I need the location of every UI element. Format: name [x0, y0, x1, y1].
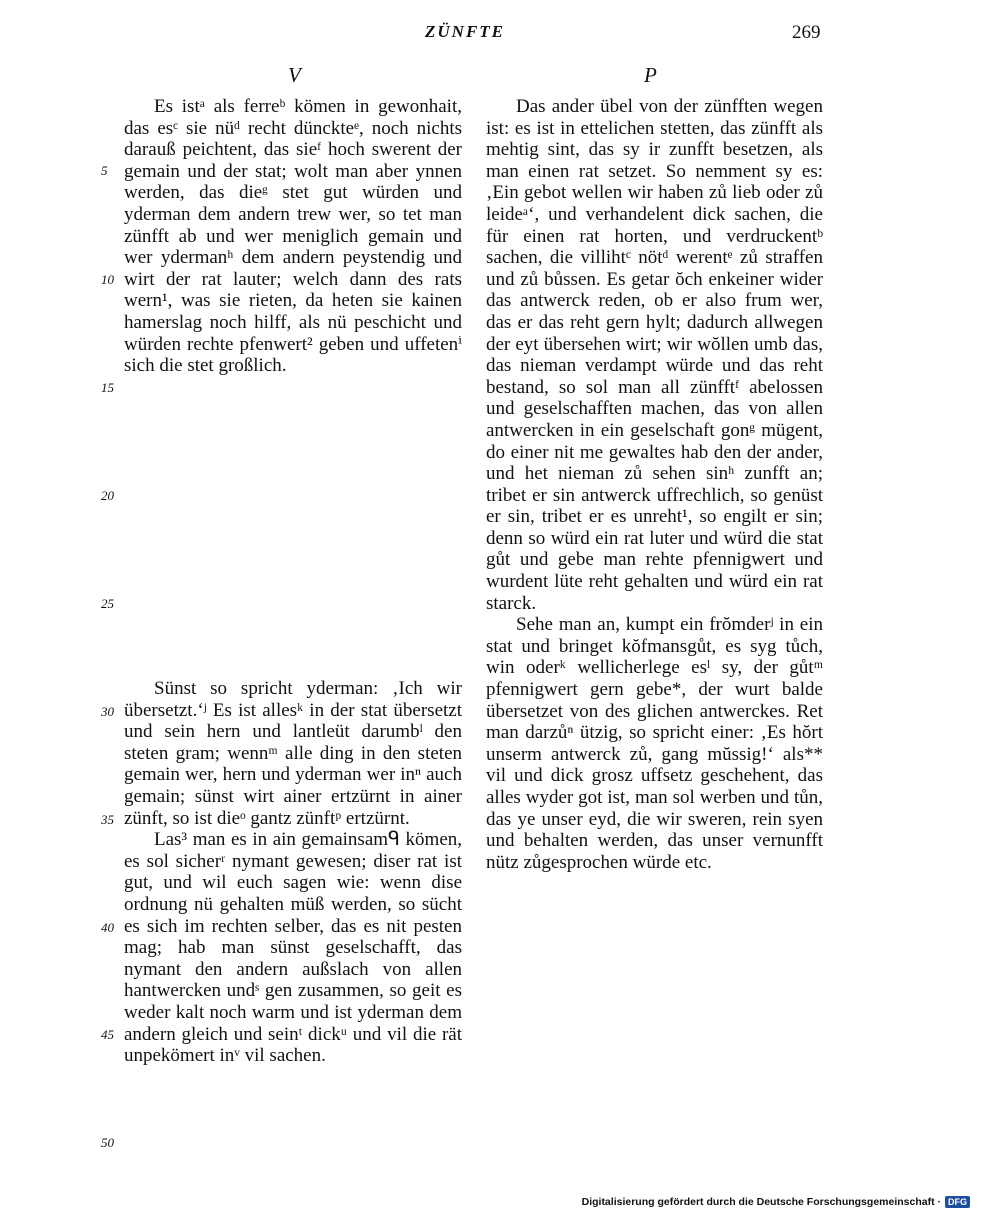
line-number: 15	[101, 380, 114, 395]
line-number: 45	[101, 1027, 114, 1042]
right-paragraph-2: Sehe man an, kumpt ein frŏmderʲ in ein stat und bringet kŏfmansgůt, es syg tůch, win oderᵏ wellicherlege esˡ sy, der gůtᵐ pfennigwert gern gebe*, der wurt balde übersetzet von des glichen antwerckes. Ret man darzůⁿ ützig, so spricht einer: ‚Es hŏrt unserm antwerck zů, gang mŭssig!‘ als** vil und dick grosz uffsetz geschehent, das alles wyder got ist, man sol werben und tůn, das ye unser eyd, die wir sweren, rein syen und behalten werden, das unser vernunfft nütz zůgesprochen würde etc.	[486, 614, 823, 873]
left-column-bottom	[124, 678, 462, 1067]
page-number: 269	[792, 22, 821, 43]
line-number: 5	[101, 163, 108, 178]
dfg-logo: DFG	[945, 1196, 970, 1208]
left-column-top	[124, 96, 462, 377]
line-number: 20	[101, 488, 114, 503]
line-number: 35	[101, 812, 114, 827]
left-paragraph-2: Sünst so spricht yderman: ‚Ich wir übersetzt.‘ʲ Es ist allesᵏ in der stat übersetzt und sein hern und lantleüt darumbˡ den steten gram; wennᵐ alle ding in den steten gemain wer, hern und yderman wer inⁿ auch gemain; sünst wirt ainer ertzürnt in ainer zünft, so ist dieᵒ gantz zünftᵖ ertzürnt.	[124, 678, 462, 829]
left-paragraph-3: Las³ man es in ain gemainsamᑫ kömen, es sol sicherʳ nymant gewesen; diser rat ist gut, und wil euch sagen wie: wenn dise ordnung nü gehalten müß werden, so sücht es sich im rechten selber, das es nit pesten mag; hab man sünst geselschafft, das nymant den andern außslach von allen hantwercken undˢ gen zusammen, so geit es weder kalt noch warm und ist yderman dem andern gleich und seinᵗ dickᵘ und vil die rät unpekömert inᵛ vil sachen.	[124, 829, 462, 1067]
line-number: 50	[101, 1135, 114, 1150]
left-paragraph-1: Es istᵃ als ferreᵇ kömen in gewonhait, das esᶜ sie nüᵈ recht dünckteᵉ, noch nichts darauß peichtent, das sieᶠ hoch swerent der gemain und der stat; wolt man aber ynnen werden, das dieᵍ stet gut würden und yderman dem andern trew wer, so tet man zünfft ab und wer meniglich gemain und wer ydermanʰ dem andern peystendig und wirt der rat lauter; welch dann des rats wern¹, was sie rieten, da heten sie kainen hamerslag noch hilff, als nü peschicht und würden rechte pfenwert² geben und uffetenⁱ sich die stet großlich.	[124, 96, 462, 377]
line-number: 10	[101, 272, 114, 287]
footer	[582, 1196, 970, 1208]
right-column-heading: P	[644, 63, 657, 87]
line-number: 25	[101, 596, 114, 611]
right-paragraph-1: Das ander übel von der zünfften wegen ist: es ist in ettelichen stetten, das zünfft als mehtig sint, das sy ir zunfft besetzen, als man einen rat setzet. So nemment sy es: ‚Ein gebot wellen wir haben zů lieb oder zů leideᵃ‘, und verhandelent dick sachen, die für einen rat horten, und verdruckentᵇ sachen, die villihtᶜ nötᵈ werentᵉ zů straffen und zů bůssen. Es getar ŏch enkeiner wider das antwerck reden, ob er also frum wer, das er das reht gern hylt; dadurch allwegen der eyt übersehen wirt; wir wŏllen umb das, das nieman verdampt würde und das reht bestand, so sol man all zünfftᶠ abelossen und geselschafften machen, das von allen antwercken in ein geselschaft gonᵍ mügent, do einer nit me gewaltes hab den der ander, und het nieman zů sehen sinʰ zunfft an; tribet er sin antwerck uffrechlich, so genüst er sin, tribet er es unreht¹, so engilt er sin; denn so würd ein rat luter und würd die stat gůt und gebe man rehte pfennigwert und wurdent lüte reht gehalten und würd ein rat starck.	[486, 96, 823, 614]
running-head-title: ZÜNFTE	[425, 22, 505, 41]
right-column	[486, 96, 823, 873]
line-number: 40	[101, 920, 114, 935]
left-column-heading: V	[288, 63, 301, 87]
footer-text: Digitalisierung gefördert durch die Deutsche Forschungsgemeinschaft ·	[581, 1196, 941, 1208]
line-number: 30	[101, 704, 114, 719]
